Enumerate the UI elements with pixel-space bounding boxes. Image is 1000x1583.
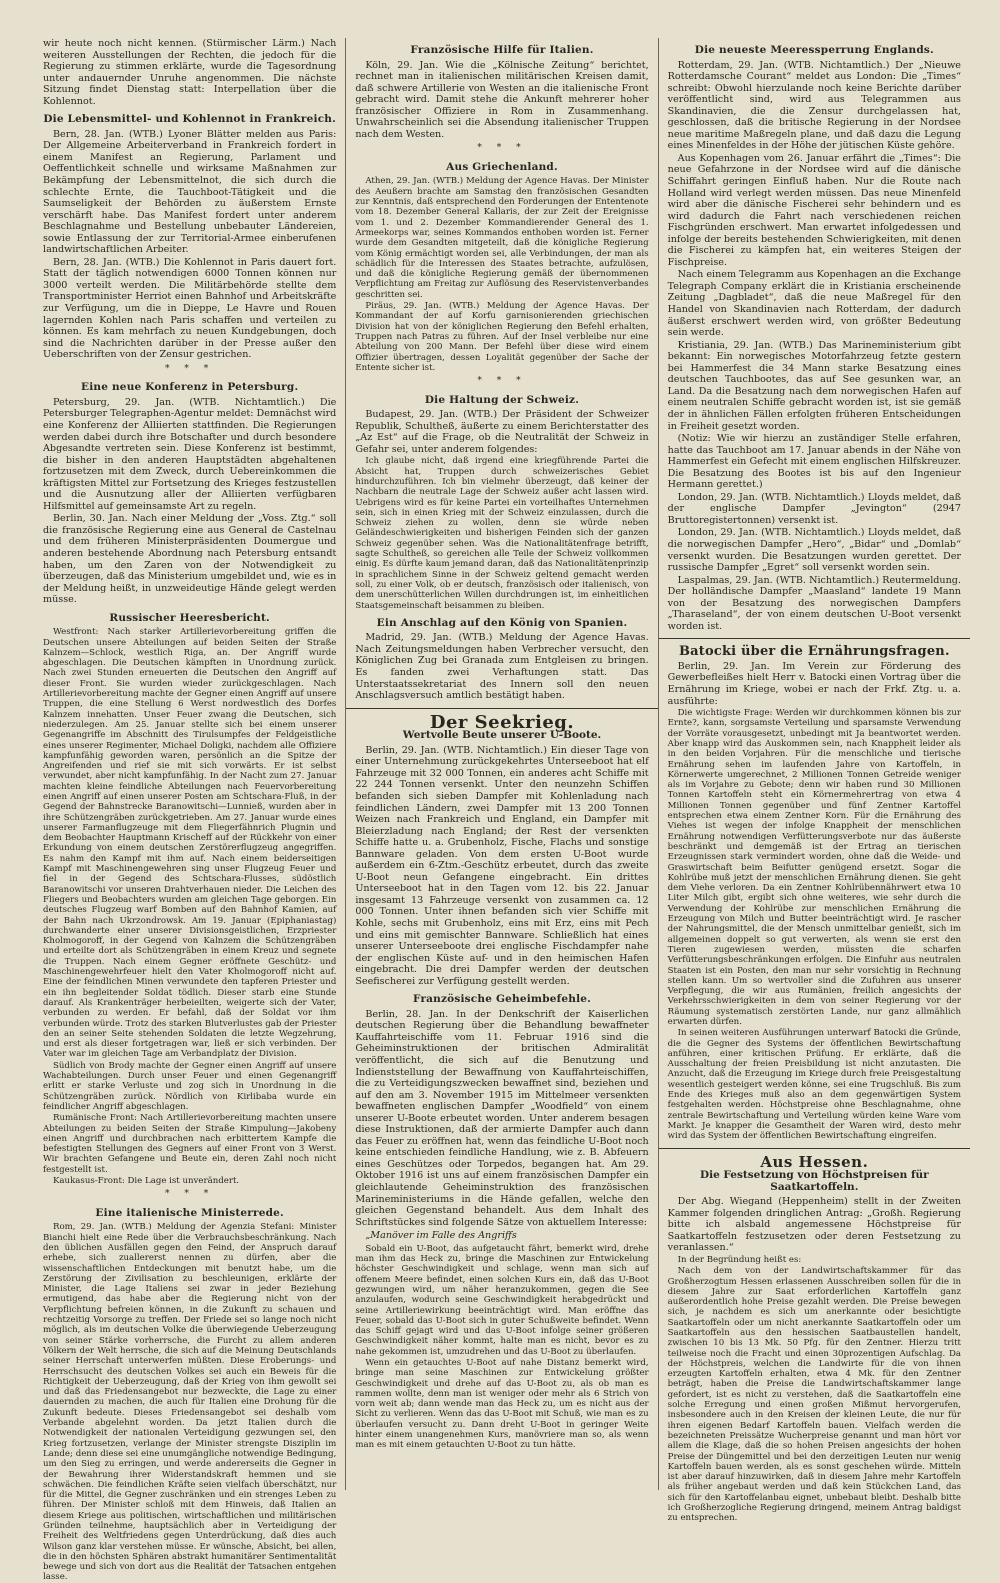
paragraph: Piräus, 29. Jan. (WTB.) Meldung der Agence Havas. Der Kommandant der auf Korfu garnisonierenden griechischen Division hat von der königlichen Regierung den Befehl erhalten, Truppen nach Patras zu führen. Auf der Insel verbleibe nur eine Abteilung von 200 Mann. Der Befehl über diese wird einem Offizier übertragen, dessen Loyalität gegenüber der Sache der Entente sicher ist. [355,301,649,373]
paragraph: Berlin, 29. Jan. Im Verein zur Förderung des Gewerbefleißes hielt Herr v. Batocki einen Vortrag über die Ernährung im Kriege, wobei er nach der Frkf. Ztg. u. a. ausführte: [667,660,961,707]
paragraph: Madrid, 29. Jan. (WTB.) Meldung der Agence Havas. Nach Zeitungsmeldungen haben Verbrecher versucht, den Königlichen Zug bei Granada zum Entgleisen zu bringen. Es fanden zwei Verhaftungen statt. Das Unterstaatssekretariat des Innern soll den neuen Anschlagsversuch amtlich bestätigt haben. [355,632,649,702]
paragraph: Köln, 29. Jan. Wie die „Kölnische Zeitung“ berichtet, rechnet man in italienischen militärischen Kreisen damit, daß schwere Artillerie von Westen an die italienische Front gebracht wird. Damit stehe die Ankunft mehrerer hoher französischer Offiziere in Rom in Zusammenhang. Unwahrscheinlich sei die Absendung italienischer Truppen nach dem Westen. [355,59,649,140]
paragraph: Nach dem von der Landwirtschaftskammer für das Großherzogtum Hessen erlassenen Ausschreiben sollen für die in diesem Jahre zur Saat erforderlichen Kartoffeln ganz außerordentlich hohe Preise gezahlt werden. Die Preise bewegen sich, je nachdem es sich um anerkannte oder besichtigte Saatkartoffeln oder um nicht anerkannte Saatkartoffeln oder um Saatkartoffeln aus den hessischen Saatbaustellen handelt, zwischen 10 bis 13 Mk. 50 Pfg. für den Zentner. Hierzu tritt teilweise noch die Fracht und einen 30prozentigen Aufschlag. Da der Höchstpreis, welchen die Landwirte für die von ihnen erzeugten Kartoffeln erhalten, etwa 4 Mk. für den Zentner beträgt, haben die Preise die Landwirtschaftskammer lange gefordert, ist es nicht zu verstehen, daß die Saatkartoffeln eine solche Erregung und einen großen Mißmut hervorgerufen, insbesondere auch in den Kreisen der kleinen Leute, die nur für ihren eigenen Bedarf Kartoffeln bauen. Vielfach werden die bezeichneten Preissätze Wucherpreise genannt und man hört vor allem die Klage, daß die so hohen Preisen angesichts der hohen Preise der Düngemittel und bei den derzeitigen Leuten nur wenig Kartoffeln bauen werden, als es sonst geschehen würde. Mitteln ist aber darauf hinzuwirken, daß in diesem Jahre mehr Kartoffeln als früher angebaut werden und daß kein Stückchen Land, das sich für den Kartoffelanbau eignet, unbebaut bleibt. Deshalb bitte ich Großherzogliche Regierung dringend, meinem Antrag baldigst zu entsprechen. [667,1266,961,1524]
headline-griechenland: Aus Griechenland. [446,160,558,173]
paragraph: Rotterdam, 29. Jan. (WTB. Nichtamtlich.) Der „Nieuwe Rotterdamsche Courant“ meldet aus London: Die „Times“ schreibt: Obwohl hierzulande noch keine Berichte darüber veröffentlicht sind, wird aus Telegrammen aus Skandinavien, die die Zensur durchgelassen hat, geschlossen, daß die britische Regierung in der Nordsee neue maritime Maßregeln plane, und daß dazu die Legung eines Minenfeldes in der Höhe der jütischen Küste gehöre. [667,59,961,152]
section-rule [659,638,970,639]
headline-konferenz: Eine neue Konferenz in Petersburg. [81,381,299,394]
paragraph: Berlin, 30. Jan. Nach einer Meldung der „Voss. Ztg.“ soll die französische Regierung eine aus General de Castelnau und dem früheren Ministerpräsidenten Doumergue und anderen bestehende Abordnung nach Petersburg entsandt haben, um den Zaren von der Notwendigkeit zu überzeugen, daß das Ministerium umgebildet und, wie es in der Meldung heißt, in unzweideutige Hände gelegt werden müsse. [43,513,337,606]
paragraph: Rom, 29. Jan. (WTB.) Meldung der Agenzia Stefani: Minister Bianchi hielt eine Rede über die Verbrauchsbeschränkung. Nach den üblichen Ausfällen gegen den Feind, der Anspruch darauf erhebe, sich zuallererst nennen zu dürfen, aber die wissenschaftlichen Entdeckungen mit benutzt habe, um die Zerstörung der Zivilisation zu beschleunigen, erklärte der Minister, die Lage Italiens sei zwar in jeder Beziehung ermutigend, das habe aber die Regierung nicht von der Verpflichtung befreien können, in die Zukunft zu schauen und rechtzeitig Vorsorge zu treffen. Der Friede sei so lange noch nicht möglich, als im deutschen Volke die überwiegende Ueberzeugung von seiner Stärke vorherrsche, die Furcht zu allem anderen Völkern der Welt herrsche, die sich auf die Meinung Deutschlands seiner Herrschaft unterwerfen müßten. Diese Eroberungs- und Herrschsucht des deutschen Volkes sei auch ein Beweis für die Richtigkeit der Ueberzeugung, daß der Krieg von ihm gewollt sei und daß das Friedensangebot nur bezweckte, die Lage zu einer dauernden zu machen, die auch für Italien eine Drohung für die Zukunft bedeute. Dieses Friedensangebot sei deshalb vom Verbande abgelehnt worden. Da jetzt Italien durch die Notwendigkeit der nationalen Verteidigung gezwungen sei, den Krieg fortzusetzen, verlange der Minister strengste Disziplin im Lande; denn diese sei eine unumgängliche notwendige Bedingung, um den Sieg zu erringen, und werde andererseits die Gegner in der Bewahrung ihrer Widerstandskraft hemmen und sie schwächen. Die feindlichen Kräfte seien vielfach überschätzt, nur für die Mittel, die Gegner zuschränken und ein strenges Leben zu führen. Der Minister schloß mit dem Hinweis, daß Italien an diesem Kriege aus politischen, wirtschaftlichen und militärischen Gründen teilnehme, hauptsächlich aber in Verteidigung der Freiheit des Weltfriedens gegen Unterdrückung, daß dies auch Wilson ganz klar verstehen müsse. Er wünsche, Absicht, bei allen, die in den höchsten Sphären abstrakt humanitärer Sentimentalität bewege und sich von dort aus die Realität der Tatsachen entgehen lasse. [43,1222,337,1583]
separator-stars: * * * [165,363,215,374]
headline-batocki: Batocki über die Ernährungsfragen. [678,644,950,660]
headline-ministerrede: Eine italienische Ministerrede. [95,1206,284,1219]
headline-hessen: Aus Hessen. [760,1152,869,1171]
separator-stars: * * * [477,376,527,387]
subheadline-beute: Wertvolle Beute unserer U-Boote. [402,729,602,742]
paragraph: Berlin, 29. Jan. (WTB. Nichtamtlich.) Ein dieser Tage von einer Unternehmung zurückgekehrtes Unterseeboot hat elf Fahrzeuge mit 32 000 Tonnen, ein anderes acht Schiffe mit 22 244 Tonnen versenkt. Unter den neunzehn Schiffen befanden sich sieben Dampfer mit Kohlenladung nach feindlichen Ländern, zwei Dampfer mit 13 200 Tonnen Weizen nach Frankreich und England, ein Dampfer mit Bleierzladung nach England; der Rest der versenkten Schiffe hatte u. a. Grubenholz, Fische, Flachs und sonstige Bannware geladen. Von dem ersten U-Boot wurde außerdem ein 6-Ztm.-Geschütz erbeutet, durch das zweite U-Boot neun Gefangene eingebracht. Ein drittes Unterseeboot hat in den Tagen vom 12. bis 22. Januar insgesamt 13 Fahrzeuge versenkt von zusammen ca. 12 000 Tonnen. Unter ihnen befanden sich vier Schiffe mit Kohle, sechs mit Grubenholz, eins mit Erz, eins mit Pech und eins mit gemischter Bannware. Schließlich hat eines unserer Unterseeboote drei englische Fischdampfer nahe der englischen Küste auf- und in den heimischen Hafen eingebracht. Die drei Dampfer werden der deutschen Seefischerei zur Verfügung gestellt werden. [355,744,649,987]
paragraph: Athen, 29. Jan. (WTB.) Meldung der Agence Havas. Der Minister des Aeußern brachte am Samstag den französischen Gesandten zur Kenntnis, daß entsprechend den Forderungen der Ententenote vom 18. Dezember General Kallaris, der zur Zeit der Ereignisse vom 1. und 2. Dezember Kommandierender General des 1. Armeekorps war, seines Kommandos enthoben worden ist. Ferner wurde dem Gesandten mitgeteilt, daß die königliche Regierung vom König ermächtigt worden sei, alle Verbindungen, der man als schädlich für die Interessen des Staates betrachte, aufzulösen, und daß die königliche Regierung gemäß der übernommenen Verpflichtung am Freitag zur Auflösung des Reservistenverbandes geschritten sei. [355,176,649,300]
paragraph: Kristiania, 29. Jan. (WTB.) Das Marineministerium gibt bekannt: Ein norwegisches Motorfahrzeug fetzte gestern bei Hammerfest die 34 Mann starke Besatzung eines deutschen Tauchbootes, das auf See gesunken war, an Land. Da die Besatzung nach dem norwegischen Hafen auf einem neutralen Schiffe gebracht worden ist, ist sie gemäß der in ähnlichen Fällen erfolgten früheren Entscheidungen in Freiheit gesetzt worden. [667,339,961,432]
headline-geheimbefehle: Französische Geheimbefehle. [412,993,591,1006]
headline-heeresbericht: Russischer Heeresbericht. [109,611,270,624]
paragraph: Laspalmas, 29. Jan. (WTB. Nichtamtlich.) Reutermeldung. Der holländische Dampfer „Maasland“ landete 19 Mann von der Besatzung des norwegischen Dampfers „Tharaseland“, der von einem deutschen U-Boot versenkt worden ist. [667,574,961,632]
article-continuation: wir heute noch nicht kennen. (Stürmischer Lärm.) Nach weiteren Ausstellungen der Rechten, die jedoch für die Regierung zu stimmen erklärte, wurde die Tagesordnung unter andauernder Unruhe angenommen. Die nächste Sitzung findet Dienstag statt: Interpellation über die Kohlennot. [43,38,337,107]
paragraph: In der Begründung heißt es: [677,1254,802,1265]
column-1 [34,38,345,1583]
paragraph: Petersburg, 29. Jan. (WTB. Nichtamtlich.) Die Petersburger Telegraphen-Agentur meldet: Demnächst wird eine Konferenz der Alliierten stattfinden. Die Regierungen werden dabei durch ihre Botschafter und durch besondere Abgesandte vertreten sein. Diese Konferenz ist bestimmt, die bisher in den anderen Hauptstädten abgehaltenen fortzusetzen mit dem Zweck, durch Uebereinkommen die kräftigsten Mittel zur Fortsetzung des Krieges festzustellen und die Ausnutzung aller der Alliierten verfügbaren Hilfsmittel auf gemeinsamste Art zu regeln. [43,396,337,512]
paragraph: Aus Kopenhagen vom 26. Januar erfährt die „Times“: Die neue Gefahrzone in der Nordsee wird auf die dänische Schiffahrt geringen Einfluß haben. Nur die Route nach Holland wird verlegt werden müssen. Das neue Minenfeld wird aber die dänische Fischerei sehr behindern und es wird dadurch die Fahrt nach verschiedenen reichen Fischgründen erschwert. Man erwartet infolgedessen und infolge der bereits bestehenden Schwierigkeiten, mit denen die Fischerei zu kämpfen hat, ein weiteres Steigen der Fischpreise. [667,152,961,268]
quote-paragraph: Wenn ein getauchtes U-Boot auf nahe Distanz bemerkt wird, bringe man seine Maschinen zur Entwickelung größter Geschwindigkeit und drehe auf das U-Boot zu, als ob man es rammen wollte, denn man ist weniger oder mehr als 6 Strich von vorn weit ab; dann wende man das Heck zu, um es nicht aus der Sicht zu verlieren. Wenn das das U-Boot mit Schuß, wie man es zu überlaufen versucht zu. Dann dreht U-Boot in geringer Weite hinter einem unangenehmen Kurs, manövriere man so, als wenn man es mit einem getauchten U-Boot zu tun hätte. [355,1358,649,1451]
paragraph: Bern, 28. Jan. (WTB.) Die Kohlennot in Paris dauert fort. Statt der täglich notwendigen 6000 Tonnen können nur 3000 verteilt werden. Die Militärbehörde stellte dem Transportminister Herriot einen Bahnhof und Arbeitskräfte zur Verfügung, um die in Dieppe, Le Havre und Rouen lagernden Kohlen nach Paris schaffen und verteilen zu können. Es kam mehrfach zu neuen Kundgebungen, doch sind die Nachrichten darüber in der Presse außer den Ueberschriften von der Zensur gestrichen. [43,256,337,361]
paragraph: Der Abg. Wiegand (Heppenheim) stellt in der Zweiten Kammer folgenden dringlichen Antrag: „Großh. Regierung bitte ich alsbald angemessene Höchstpreise für Saatkartoffeln festzusetzen oder deren Festsetzung zu veranlassen.“ [667,1196,961,1254]
headline-seekrieg: Der Seekrieg. [429,711,575,733]
headline-hilfe-italien: Französische Hilfe für Italien. [410,44,594,56]
column-2 [345,38,657,1490]
paragraph: Rumänische Front: Nach Artillerievorbereitung machten unsere Abteilungen zu beiden Seiten der Straße Kimpulung—Jakobeny einen Angriff und durchbrachen nach erbittertem Kampfe die befestigten Stellungen des Gegners auf einer Front von 3 Werst. Wir brachten Gefangene und Beute ein, deren Zahl noch nicht festgestellt ist. [43,1113,337,1175]
paragraph: (Notiz: Wie wir hierzu an zuständiger Stelle erfahren, hatte das Tauchboot am 17. Januar abends in der Nähe von Hammerfest ein Gefecht mit einem englischen Hilfskreuzer. Die Besatzung des Bootes ist bis auf den Ingenieur Hermann gerettet.) [667,433,961,491]
paragraph: Nach einem Telegramm aus Kopenhagen an die Exchange Telegraph Company erklärt die in Kristiania erscheinende Zeitung „Dagbladet“, daß die neue Maßregel für den Handel von Skandinavien nach Rotterdam, der dadurch äußerst erschwert werden wird, von größter Bedeutung sein werde. [667,269,961,339]
subheadline-saatkartoffeln: Die Festsetzung von Höchstpreisen für Saatkartoffeln. [700,1169,929,1193]
paragraph: Kaukasus-Front: Die Lage ist unverändert. [53,1175,240,1186]
quote-title: „Manöver im Falle des Angriffs [365,1230,517,1242]
column-3 [658,38,970,1524]
paragraph: London, 29. Jan. (WTB. Nichtamtlich.) Lloyds meldet, daß die norwegischen Dampfer „Hero“, „Bidar“ und „Domlab“ versenkt wurden. Die Besatzungen wurden gerettet. Der russische Dampfer „Egret“ soll versenkt worden sein. [667,527,961,574]
section-rule [346,708,657,709]
separator-stars: * * * [477,143,527,154]
paragraph: Bern, 28. Jan. (WTB.) Lyoner Blätter melden aus Paris: Der Allgemeine Arbeiterverband in Frankreich fordert in einem Manifest an Regierung, Parlament und Oeffentlichkeit schnelle und wirksame Maßnahmen zur Bekämpfung der Lebensmittelnot, die sich durch die schlechte Ernte, die Tauchboot-Tätigkeit und die Saumseligkeit der Behörden zu äußerstem Ernste verschärft habe. Das Manifest fordert unter anderem Beschlagnahme und Bestellung unbebauter Ländereien, sowie Entlassung der zur Territorial-Armee einberufenen landwirtschaftlichen Arbeiter. [43,128,337,256]
headline-schweiz: Die Haltung der Schweiz. [424,393,580,406]
section-rule [659,1148,970,1149]
paragraph: Westfront: Nach starker Artillerievorbereitung griffen die Deutschen unsere Abteilungen auf beiden Seiten der Straße Kalnzem—Schlock, westlich Riga, an. Der Angriff wurde abgeschlagen. Die Deutschen kämpften in Unordnung zurück. Nach zwei Stunden erneuerten die Deutschen den Angriff auf dieser Front. Sie wurden wieder zurückgeschlagen. Nach Artillerievorbereitung machte der Gegner einen Angriff auf unsere Truppen, die eine Stellung 6 Werst nordwestlich des Dorfes Kalnzem innehatten. Unser Feuer zwang die Deutschen, sich niederzulegen. Am 25. Januar stellte sich bei einem unserer Gegenangriffe im Abschnitt des Tirulsumpfes der Feldgeistliche eines unserer Regimenter, Michael Doligki, nachdem alle Offiziere kampfunfähig geworden waren, persönlich an die Spitze der Angreifenden und rief sie mit sich vorwärts. Er ist selbst verwundet, aber nicht kampfunfähig. In der Nacht zum 27. Januar machten kleine feindliche Abteilungen nach Feuervorbereitung einen Angriff auf einen unserer Posten am Schtschara-Fluß, in der Gegend der Bahnstrecke Baranowitschi—Lunnieß, wurden aber in ihre Schützengräben zurückgetrieben. Am 27. Januar wurde eines unserer Farmanflugzeuge mit dem Fliegerfähnrich Plugnin und dem Beobachter Hauptmann Krischeff auf der Rückkehr von einer Erkundung von einem deutschen Zerstörerflugzeug angegriffen. Es nahm den Kampf mit ihm auf. Nach einem beiderseitigen Kampf mit Maschinengewehren sing unser Flugzeug Feuer und fiel in der Gegend des Schtschara-Flusses, südöstlich Baranowitschi vor unseren Drahtverhauen nieder. Die Leichen des Fliegers und Beobachters wurden am gleichen Tage geborgen. Ein deutsches Flugzeug warf Bomben auf den Bahnhof Kamien, auf der Bahn nach Ukrzondrowsk. Am 19. Januar (Epiphaniastag) durchwanderte einer unserer Divisionsgeistlichen, Erzpriester Kholmogoroff, in der Gegend von Kalnzem die Schützengräben und erteilte dort als Schützengräben in einem Kreuz und segnete die Truppen. Nach einem Gegner eröffnete Geschütz- und Maschinengewehrfeuer hielt den Vater Kholmogoroff nicht auf. Eine der feindlichen Minen verwundete den tapferen Priester und ein ihn begleitender Soldat tödlich. Dieser starb eine Stunde darauf. Als Krankenträger herbeieilten, weigerte sich der Vater, verbunden zu werden. Er befahl, daß der Soldat vor ihm verbunden würde. Trotz des starken Blutverlustes gab der Priester den an seiner Seite stehenden Soldaten die letzte Wegzehrung, und erst als dieser fortgetragen war, ließ er sich verbinden. Der Vater war im gleichen Tage am Verbandplatz der Division. [43,627,337,1060]
paragraph: Budapest, 29. Jan. (WTB.) Der Präsident der Schweizer Republik, Schultheß, äußerte zu einem Berichterstatter des „Az Est“ auf die Frage, ob die Neutralität der Schweiz in Gefahr sei, unter anderem folgendes: [355,409,649,455]
paragraph: Berlin, 28. Jan. In der Denkschrift der Kaiserlichen deutschen Regierung über die Behandlung bewaffneter Kauffahrteischiffe vom 11. Februar 1916 sind die Geheiminstruktionen der britischen Admiralität veröffentlicht, die sich auf die Benutzung und Indienststellung der Bewaffnung von Kauffahrteischiffen, die zu Verteidigungszwecken bewaffnet sind, beziehen und auf den am 3. November 1915 im Mittelmeer versenkten bewaffneten englischen Dampfer „Woodfield“ von einem unserer U-Boote erbeutet worden. Unter anderem besagen diese Instruktionen, daß der armierte Dampfer auch dann das Feuer zu eröffnen hat, wenn das feindliche U-Boot noch keine entschieden feindliche Handlung, wie z. B. Abfeuern eines Geschützes oder Torpedos, begangen hat. Am 29. Oktober 1916 ist uns auf einem französischen Dampfer ein gleichlautende Geheiminstruktion des französischen Marineministeriums in die Hände gefallen, welche den gleichen Gegenstand behandelt. Aus dem Inhalt des Schriftstückes sind folgende Sätze von aktuellem Interesse: [355,1008,649,1228]
paragraph: Die wichtigste Frage: Werden wir durchkommen können bis zur Ernte?, kann, sorgsamste Verteilung und sparsamste Verwendung der Vorräte vorausgesetzt, unbedingt mit Ja beantwortet werden. Aber knapp wird das Auskommen sein, nach Knappheit leider als in den beiden Vorjahren. Für die menschliche und tierische Ernährung sehen im laufenden Jahre von Kartoffeln, in Körnerwerte umgerechnet, 2 Millionen Tonnen Getreide weniger als im Vorjahre zu Gebote; denn wir haben rund 30 Millionen Tonnen Kartoffeln steht ein Körnermehrertrag von etwa 4 Millionen Tonnen gegenüber und fünf Zentner Kartoffel entsprechen etwa einem Zentner Korn. Für die Ernährung des Viehes ist wegen der infolge Knappheit der menschlichen Ernährung notwendigen Verfütterungsverbote nur das äußerste beschränkt und demgemäß ist der Ertrag an tierischen Erzeugnissen stark vermindert worden, ohne daß die Weide- und Graswirtschaft beim Beifutter genügend ersetzt. Sogar die Kohlrübe muß jetzt der menschlichen Ernährung dienen. Sie geht dem Viehe verloren. Da ein Zentner Kohlrübennährwert etwa 10 Liter Milch gibt, ergibt sich ohne weiteres, wie sehr durch die Verwendung der Kohlrübe zur menschlichen Ernährung die Erzeugung von Milch und Butter beeinträchtigt wird. Je rascher der Nahrungsmittel, die der Mensch unmittelbar genießt, sich im allgemeinen doppelt so gut verwerten, als wenn sie erst den Tieren zugewiesen werden, müssten die scharfen Verfütterungsbeschränkungen erfolgen. Die Einfuhr aus neutralen Staaten ist ein Posten, den man nur sehr vorsichtig in Rechnung stellen kann. Um so wertvoller sind die Zufuhren aus unserer Verpflegung, die wir aus Rumänien, freilich angesichts der Verkehrsschwierigkeiten in dem von seiner Regierung vor der Räumung systematisch zerstörten Lande, nur ganz allmählich erwarten dürfen. [667,708,961,1027]
paragraph: Südlich von Brody machte der Gegner einen Angriff auf unsere Wachabteilungen. Durch unser Feuer und einen Gegenangriff erlitt er starke Verluste und zog sich in Unordnung in die Schützengräben zurück. Nördlich von Kirlibaba wurde ein feindlicher Angriff abgeschlagen. [43,1060,337,1112]
headline-anschlag-spanien: Ein Anschlag auf den König von Spanien. [376,616,628,629]
headline-meeressperrung: Die neueste Meeressperrung Englands. [694,44,934,56]
paragraph: In seinen weiteren Ausführungen unterwarf Batocki die Gründe, die die Gegner des Systems der öffentlichen Bewirtschaftung anführen, einer kritischen Prüfung. Er erklärte, daß die Ausschaltung der freien Preisbildung ist nicht anzutasten. Die Anzucht, daß die Erzeugung im Kriege durch freie Preisgestaltung wesentlich gesteigert werden könne, sei eine Trugschluß. Bis zum Ende des Krieges muß also an dem gegenwärtigen System festgehalten werden. Höchstpreise ohne Beschlagnahme, ohne zentrale Bewirtschaftung und Verteilung würden keine Ware vom Markt. Je knapper die Gesamtheit der Waren wird, desto mehr wird das System der öffentlichen Bewirtschaftung eingreifen. [667,1028,961,1142]
quote-paragraph: Sobald ein U-Boot, das aufgetaucht fährt, bemerkt wird, drehe man ihm das Heck zu, bringe die Maschinen zur Entwickelung höchster Geschwindigkeit und schlage, wenn man sich auf offenem Meere befindet, einen solchen Kurs ein, daß das U-Boot gezwungen wird, um näher heranzukommen, gegen die See anzulaufen, wodurch seine Geschwindigkeit herabgedrückt und seine Artilleriewirkung beeinträchtigt wird. Man eröffne das Feuer, sobald das U-Boot sich in guter Schußweite befindet. Wenn das Schiff gejagt wird und das U-Boot infolge seiner größeren Geschwindigkeit näher kommt, halte man es nicht, bevor es zu nahe gekommen ist, umzudrehen und das U-Boot zu überlaufen. [355,1243,649,1357]
paragraph: London, 29. Jan. (WTB. Nichtamtlich.) Lloyds meldet, daß der englische Dampfer „Jevington“ (2947 Bruttoregistertonnen) versenkt ist. [667,491,961,526]
separator-stars: * * * [165,1189,215,1200]
headline-lebensmittelnot: Die Lebensmittel- und Kohlennot in Frankreich. [43,113,336,126]
paragraph: Ich glaube nicht, daß irgend eine kriegführende Partei die Absicht hat, Truppen durch schweizerisches Gebiet hindurchzuführen. Ich bin vielmehr überzeugt, daß keiner der Nachbarn die neutrale Lage der Schweiz außer acht lassen wird. Uebrigens wird es für keine Partei ein vorteilhaftes Unternehmen sein, sich in einen Krieg mit der Schweiz einzulassen, durch die Schweiz ziehen zu wollen, denn sie würde neben Geländeschwierigkeiten und bisherigen Feinden sich der ganzen Schweiz gegenüber sehen. Was die Nationalitätenfrage betrifft, sagte Schultheß, so gereichen alle Teile der Schweiz vollkommen einig. Es dürfte kaum jemand daran, daß das Nationalitätenprinzip in sprachlichem Sinne in der Schweiz geltend gemacht werden soll, zu einer Volk, ob er deutsch, französisch oder italienisch, von dem unerschütterlichen Willen durchdrungen ist, im einheitlichen Staatsgemeinschaft beisammen zu bleiben. [355,456,649,611]
